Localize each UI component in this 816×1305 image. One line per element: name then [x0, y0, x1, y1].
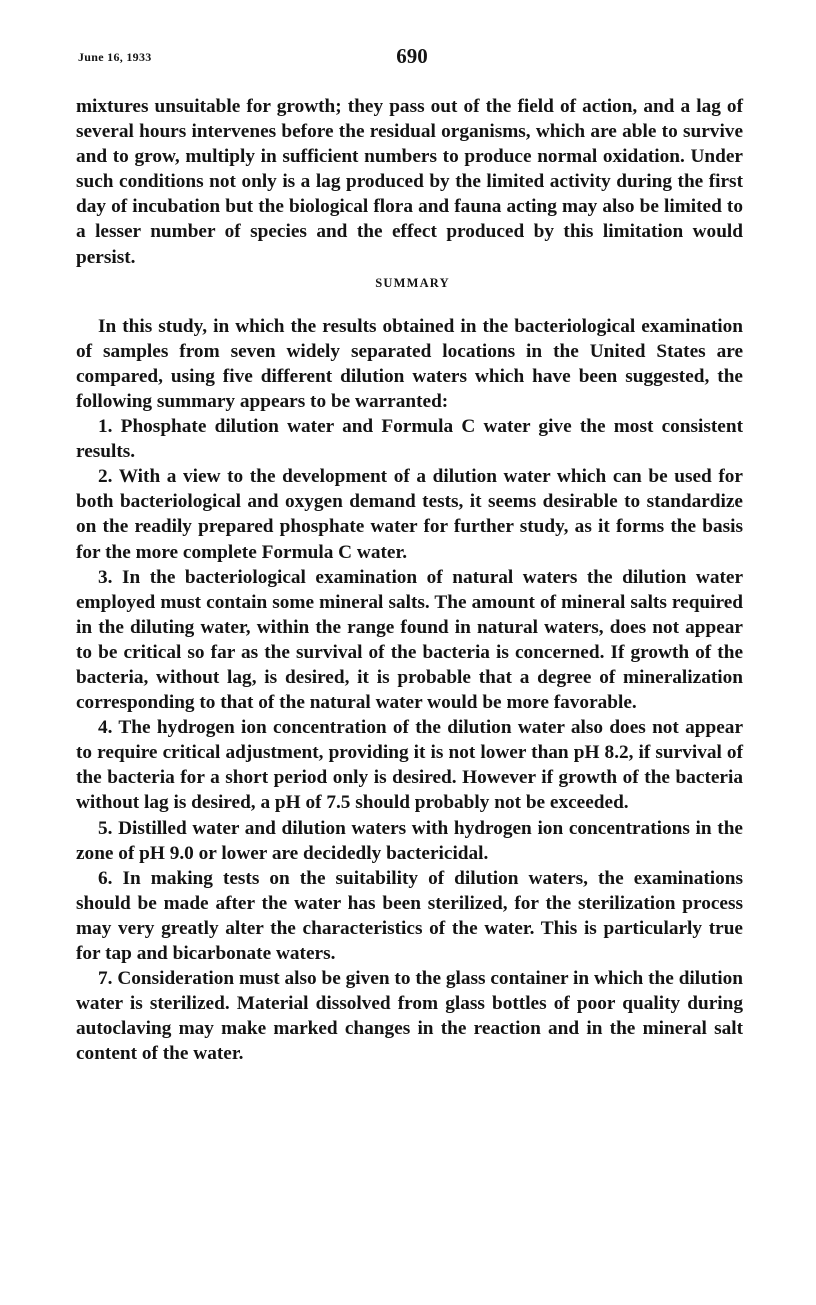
summary-point-2: 2. With a view to the development of a dilution water which can be used for both bacteriological and oxygen demand tests, it seems desirable to standardize on the readily prepared phosphate water for further study, as it forms the basis for the more complete Formula C water.	[76, 466, 743, 563]
summary-point-7: 7. Consideration must also be given to the glass container in which the dilution water is sterilized. Material dissolved from glass bottles of poor quality during autoclaving may make marked changes in the reaction and in the mineral salt content of the water.	[76, 968, 743, 1065]
summary-point-6: 6. In making tests on the suitability of dilution waters, the examinations should be made after the water has been sterilized, for the sterilization process may very greatly alter the characteristics of the water. This is particularly true for tap and bicarbonate waters.	[76, 867, 743, 964]
opening-paragraph: mixtures unsuitable for growth; they pass out of the field of action, and a lag of several hours intervenes before the residual organisms, which are able to survive and to grow, multiply in sufficient numbers to produce normal oxidation. Under such conditions not only is a lag produced by the limited activity during the first day of incubation but the biological flora and fauna acting may also be limited to a lesser number of species and the effect produced by this limitation would persist.	[76, 96, 743, 268]
section-heading-summary: SUMMARY	[375, 275, 450, 290]
summary-point-4: 4. The hydrogen ion concentration of the dilution water also does not appear to require critical adjustment, providing it is not lower than pH 8.2, if survival of the bacteria for a short period only is desired. However if growth of the bacteria without lag is desired, a pH of 7.5 should probably not be exceeded.	[76, 717, 743, 814]
summary-point-3: 3. In the bacteriological examination of natural waters the dilution water employed must contain some mineral salts. The amount of mineral salts required in the diluting water, within the range found in natural waters, does not appear to be critical so far as the survival of the bacteria is concerned. If growth of the bacteria, without lag, is desired, it is probable that a degree of mineralization corresponding to that of the natural water would be more favorable.	[76, 566, 743, 714]
summary-intro-paragraph: In this study, in which the results obtained in the bacteriological examination of samples from seven widely separated locations in the United States are compared, using five different dilution waters which have been suggested, the following summary appears to be warranted:	[76, 315, 743, 412]
summary-point-1: 1. Phosphate dilution water and Formula C water give the most consistent results.	[76, 416, 743, 463]
page-number: 690	[396, 44, 428, 68]
summary-point-5: 5. Distilled water and dilution waters with hydrogen ion concentrations in the zone of pH 9.0 or lower are decidedly bactericidal.	[76, 817, 743, 864]
running-header-date: June 16, 1933	[78, 50, 152, 64]
article-body	[76, 94, 743, 1066]
